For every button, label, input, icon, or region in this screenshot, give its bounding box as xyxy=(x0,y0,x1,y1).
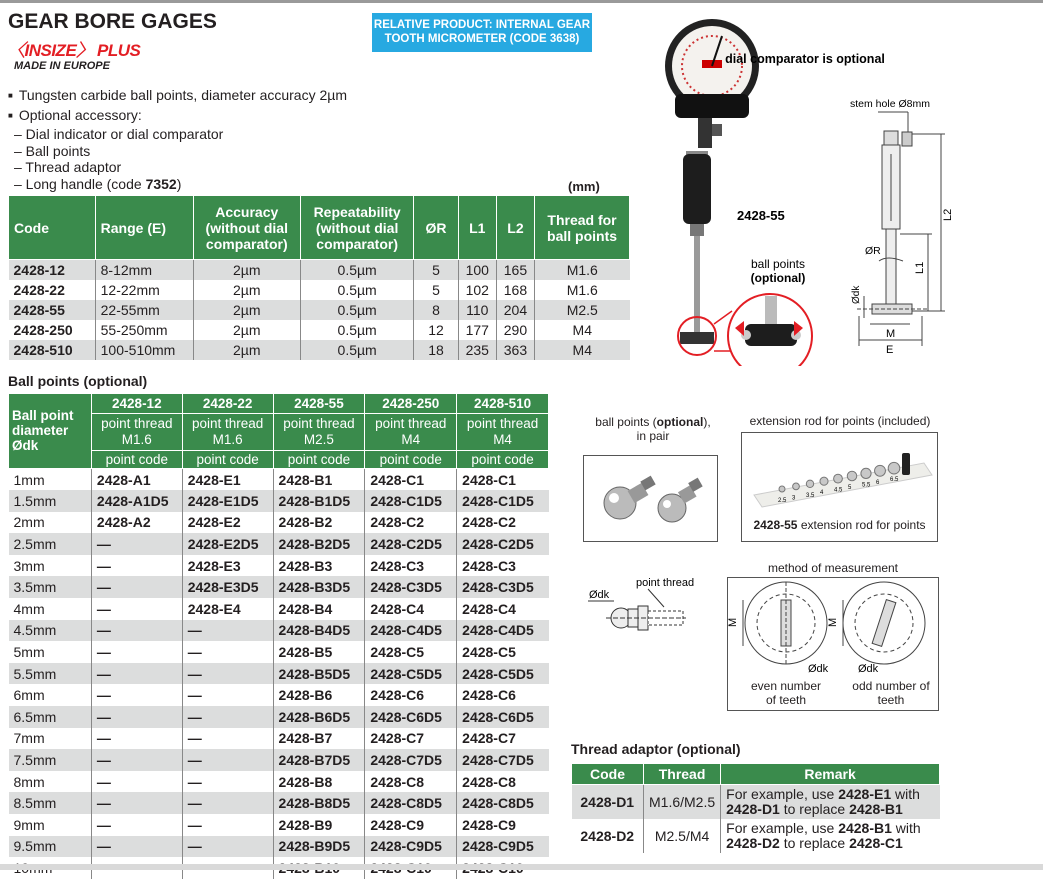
extension-rod-image xyxy=(741,432,938,542)
ball-point-row xyxy=(9,684,549,706)
diameter-cell: 7mm xyxy=(9,728,92,750)
diameter-cell: 7.5mm xyxy=(9,749,92,771)
point-code-cell: 2428-B4 xyxy=(273,598,365,620)
remark-text: to replace xyxy=(779,801,850,817)
point-code-cell: 2428-B5D5 xyxy=(273,663,365,685)
ball-point-row xyxy=(9,728,549,750)
unit-note: (mm) xyxy=(568,179,600,194)
point-code-cell: 2428-A2 xyxy=(91,512,182,534)
point-code-cell: 2428-C4D5 xyxy=(365,620,457,642)
code-header: point code xyxy=(91,451,182,469)
point-code-cell: 2428-C2D5 xyxy=(457,533,549,555)
diameter-cell: 9mm xyxy=(9,814,92,836)
page-title: GEAR BORE GAGES xyxy=(8,10,217,33)
spec-cell: 100 xyxy=(458,260,496,280)
spec-cell: 5 xyxy=(414,280,458,300)
ball-point-row xyxy=(9,576,549,598)
rod-size-label: 5.5 xyxy=(862,482,871,489)
model-header: 2428-22 xyxy=(182,394,273,414)
spec-cell: 204 xyxy=(496,300,534,320)
point-code-cell: 2428-C2 xyxy=(462,514,516,531)
pair-label-prefix: ball points ( xyxy=(595,415,657,429)
point-code-cell: — xyxy=(182,684,273,706)
even-dk-label: Ødk xyxy=(808,663,829,675)
ext-rod-caption-text: extension rod for points xyxy=(797,518,926,532)
code-header: point code xyxy=(182,451,273,469)
remark-text: For example, use xyxy=(726,820,839,836)
spec-cell: M4 xyxy=(572,321,592,338)
point-code-cell: 2428-C9D5 xyxy=(457,836,549,858)
spec-row xyxy=(9,320,630,340)
ball-point-row xyxy=(9,706,549,728)
diameter-cell: 5mm xyxy=(9,641,92,663)
spec-cell: 0.5µm xyxy=(300,340,413,360)
odd-teeth-label: odd number of teeth xyxy=(852,679,930,707)
col-header: L2 xyxy=(496,196,534,260)
ext-rod-caption-code: 2428-55 xyxy=(753,518,798,532)
spec-cell: 2µm xyxy=(193,340,300,360)
brand-logo: 〈INSIZE〉 PLUS xyxy=(8,41,141,60)
ball-point-row xyxy=(9,814,549,836)
point-code-cell: 2428-B1D5 xyxy=(273,490,365,512)
point-code-cell: — xyxy=(91,641,182,663)
ball-point-row xyxy=(9,512,549,534)
feature-list xyxy=(8,87,347,192)
rod-ball-icon xyxy=(861,468,871,478)
gear-teeth-icon xyxy=(728,578,938,678)
adaptor-row xyxy=(572,785,940,820)
pair-label-line2: in pair xyxy=(636,429,670,443)
point-code-cell: 2428-A1D5 xyxy=(91,490,182,512)
accessory-item: – Ball points xyxy=(14,142,91,159)
adaptor-remark xyxy=(721,819,940,853)
ball-point-row xyxy=(9,598,549,620)
adaptor-remark xyxy=(721,785,940,820)
rod-ball-icon xyxy=(806,480,813,487)
point-code-cell: 2428-B6 xyxy=(273,684,365,706)
adaptor-thread: M2.5/M4 xyxy=(644,819,721,853)
spec-row xyxy=(9,260,630,280)
model-header: 2428-12 xyxy=(91,394,182,414)
spec-cell: 5 xyxy=(414,260,458,280)
rod-ball-icon xyxy=(820,477,828,485)
point-code-cell: 2428-C3D5 xyxy=(365,576,457,598)
point-code-cell: 2428-C8D5 xyxy=(457,792,549,814)
long-handle-text: – Long handle (code xyxy=(14,175,146,192)
ball-point-row xyxy=(9,641,549,663)
remark-code: 2428-D1 xyxy=(726,801,780,817)
thread-header: point thread M1.6 xyxy=(182,414,273,451)
ball-point-row xyxy=(9,469,549,491)
rod-ball-icon xyxy=(834,474,843,483)
spec-cell: M2.5 xyxy=(535,300,630,320)
point-code-cell: — xyxy=(182,792,273,814)
point-code-cell: — xyxy=(182,771,273,793)
point-code-cell: — xyxy=(91,555,182,577)
point-code-cell: 2428-C3 xyxy=(462,557,516,574)
rod-ball-icon xyxy=(793,483,800,490)
point-code-cell: 2428-C1D5 xyxy=(365,490,457,512)
point-code-cell: 2428-C5D5 xyxy=(365,663,457,685)
thread-header: point thread M4 xyxy=(457,414,549,451)
point-code-cell: 2428-E3D5 xyxy=(182,576,273,598)
spec-cell: 0.5µm xyxy=(300,280,413,300)
pair-label xyxy=(578,415,728,443)
code-header: point code xyxy=(457,451,549,469)
point-code-cell: 2428-C9 xyxy=(365,814,457,836)
point-code-cell: 2428-B1 xyxy=(273,469,365,491)
col-header: Accuracy (without dial comparator) xyxy=(193,196,300,260)
col-header: Thread for ball points xyxy=(535,196,630,260)
dim-dk: Ødk xyxy=(851,285,862,304)
spec-cell: 0.5µm xyxy=(300,300,413,320)
corner-header: Ball point diameter Ødk xyxy=(9,394,92,469)
point-code-cell: — xyxy=(91,598,182,620)
bottom-border xyxy=(0,864,1043,870)
ball-points-pair-image xyxy=(583,455,718,542)
spec-cell: 22-55mm xyxy=(95,300,193,320)
ball-point-row xyxy=(9,663,549,685)
ball-points-table xyxy=(8,393,549,879)
point-code-cell: — xyxy=(91,728,182,750)
point-code-cell: 2428-E3 xyxy=(182,555,273,577)
bore-gage-illustration xyxy=(640,6,1043,366)
thread-header: point thread M2.5 xyxy=(273,414,365,451)
col-header: L1 xyxy=(458,196,496,260)
point-code-cell: 2428-C3D5 xyxy=(457,576,549,598)
col-header: Code xyxy=(9,196,96,260)
dk-label: Ødk xyxy=(589,589,610,601)
spec-cell: 12-22mm xyxy=(95,280,193,300)
rod-size-label: 6.5 xyxy=(890,477,899,484)
point-code-cell: 2428-C3 xyxy=(365,555,457,577)
adaptor-thread: M1.6/M2.5 xyxy=(644,785,721,820)
spec-cell: 2428-12 xyxy=(9,260,96,280)
point-code-cell: 2428-C5 xyxy=(462,644,516,661)
rod-ball-icon xyxy=(779,486,785,492)
ball-point-row xyxy=(9,771,549,793)
point-code-cell: — xyxy=(182,728,273,750)
model-header: 2428-55 xyxy=(273,394,365,414)
spec-cell: 363 xyxy=(496,340,534,360)
point-code-cell: 2428-C6D5 xyxy=(457,706,549,728)
rod-size-label: 3.5 xyxy=(806,492,815,499)
point-code-cell: 2428-C5 xyxy=(365,641,457,663)
even-m-label: M xyxy=(728,617,739,627)
point-code-cell: 2428-C1 xyxy=(462,471,516,488)
point-code-cell: — xyxy=(182,663,273,685)
remark-code: 2428-B1 xyxy=(838,820,892,836)
ball-point-row xyxy=(9,490,549,512)
point-code-cell: — xyxy=(182,749,273,771)
spec-cell: 168 xyxy=(496,280,534,300)
spec-cell: M4 xyxy=(535,340,630,360)
point-code-cell: 2428-C7D5 xyxy=(365,749,457,771)
rod-ball-icon xyxy=(847,471,857,481)
point-code-cell: — xyxy=(182,620,273,642)
method-title: method of measurement xyxy=(767,561,899,575)
point-code-cell: — xyxy=(91,620,182,642)
spec-cell: 55-250mm xyxy=(95,320,193,340)
spec-cell: 2428-510 xyxy=(9,340,96,360)
gage-handle-icon xyxy=(680,151,714,344)
ball-points-icon xyxy=(584,456,717,541)
point-code-cell: — xyxy=(91,576,182,598)
ball-points-optional: (optional) xyxy=(750,271,806,285)
method-image xyxy=(727,577,939,711)
remark-text: with xyxy=(891,786,920,802)
ball-point-row xyxy=(9,792,549,814)
point-code-cell: 2428-B6D5 xyxy=(273,706,365,728)
point-thread-drawing xyxy=(586,573,706,643)
col-header: Range (E) xyxy=(95,196,193,260)
ball-point-row xyxy=(9,836,549,858)
long-handle-code: 7352 xyxy=(145,175,177,192)
adaptor-col-header: Code xyxy=(572,764,644,785)
point-code-cell: 2428-E2 xyxy=(182,512,273,534)
point-code-cell: 2428-B9 xyxy=(273,814,365,836)
spec-cell: 2428-250 xyxy=(9,320,96,340)
adaptor-code: 2428-D2 xyxy=(572,819,644,853)
dim-r: ØR xyxy=(865,245,881,257)
point-code-cell: 2428-C8 xyxy=(365,771,457,793)
pair-label-suffix: ), xyxy=(703,415,711,429)
point-code-cell: 2428-E1D5 xyxy=(182,490,273,512)
odd-dk-label: Ødk xyxy=(858,663,879,675)
adaptor-code: 2428-D1 xyxy=(572,785,644,820)
ball-points-title: Ball points (optional) xyxy=(8,373,148,389)
rod-size-label: 3 xyxy=(792,495,796,502)
spec-cell: 2428-22 xyxy=(9,280,96,300)
rod-size-label: 5 xyxy=(848,485,852,491)
dial-comparator-icon xyxy=(665,19,759,148)
adaptor-col-header: Thread xyxy=(644,764,721,785)
point-code-cell: 2428-C1 xyxy=(365,469,457,491)
point-code-cell: 2428-B9D5 xyxy=(273,836,365,858)
top-border xyxy=(0,0,1043,3)
point-code-cell: 2428-B2 xyxy=(273,512,365,534)
spec-cell: 177 xyxy=(458,320,496,340)
point-code-cell: — xyxy=(182,641,273,663)
spec-table xyxy=(8,195,630,360)
spec-cell: 2µm xyxy=(193,260,300,280)
point-code-cell: — xyxy=(182,706,273,728)
diameter-cell: 6.5mm xyxy=(9,706,92,728)
odd-m-label: M xyxy=(827,617,839,627)
rod-size-label: 4 xyxy=(820,490,824,497)
feature-item: ■ Optional accessory: xyxy=(8,107,347,127)
model-header: 2428-510 xyxy=(457,394,549,414)
spec-cell: 12 xyxy=(414,320,458,340)
point-code-cell: 2428-C4 xyxy=(365,598,457,620)
point-code-cell: 2428-B7 xyxy=(273,728,365,750)
spec-cell: 0.5µm xyxy=(300,260,413,280)
accessory-item xyxy=(8,176,347,193)
ext-rod-caption xyxy=(742,518,937,532)
point-code-cell: 2428-B8 xyxy=(273,771,365,793)
spec-cell: 290 xyxy=(496,320,534,340)
point-code-cell: 2428-C8 xyxy=(462,773,516,790)
point-code-cell: 2428-C6 xyxy=(462,687,516,704)
code-header: point code xyxy=(365,451,457,469)
model-label: 2428-55 xyxy=(737,208,785,223)
diameter-cell: 2mm xyxy=(9,512,92,534)
dimension-drawing-icon xyxy=(857,112,945,346)
stem-label: stem hole Ø8mm xyxy=(850,98,930,110)
rod-size-label: 6 xyxy=(876,479,880,486)
diameter-cell: 3mm xyxy=(9,555,92,577)
diameter-cell: 1mm xyxy=(9,469,92,491)
rod-ball-icon xyxy=(888,462,900,474)
point-code-cell: — xyxy=(182,814,273,836)
ball-point-row xyxy=(9,555,549,577)
spec-cell: 2µm xyxy=(193,300,300,320)
diameter-cell: 4.5mm xyxy=(9,620,92,642)
rod-size-label: 2.5 xyxy=(778,498,787,504)
long-handle-suffix: ) xyxy=(176,175,182,192)
point-code-cell: 2428-C8D5 xyxy=(365,792,457,814)
spec-cell: 18 xyxy=(414,340,458,360)
point-code-cell: 2428-E1 xyxy=(182,469,273,491)
spec-cell: 8 xyxy=(414,300,458,320)
ball-points-label: ball points xyxy=(750,257,806,271)
code-header: point code xyxy=(273,451,365,469)
point-code-cell: — xyxy=(91,814,182,836)
dim-l2: L2 xyxy=(942,208,954,221)
diameter-cell: 2.5mm xyxy=(9,533,92,555)
diameter-cell: 8.5mm xyxy=(9,792,92,814)
extension-rod-icon xyxy=(742,433,937,513)
point-code-cell: 2428-C7 xyxy=(462,730,516,747)
spec-cell: 2µm xyxy=(193,320,300,340)
point-code-cell: 2428-B3D5 xyxy=(273,576,365,598)
rod-size-label: 4.5 xyxy=(834,487,843,494)
point-code-cell: 2428-B5 xyxy=(273,641,365,663)
point-code-cell: 2428-B2D5 xyxy=(273,533,365,555)
thread-header: point thread M4 xyxy=(365,414,457,451)
point-code-cell: 2428-E2D5 xyxy=(182,533,273,555)
point-code-cell: 2428-C2D5 xyxy=(365,533,457,555)
spec-cell: 2428-55 xyxy=(9,300,96,320)
spec-cell: 2µm xyxy=(193,280,300,300)
point-code-cell: 2428-B3 xyxy=(273,555,365,577)
remark-text: with xyxy=(891,820,921,836)
point-code-cell: 2428-C7D5 xyxy=(457,749,549,771)
point-code-cell: 2428-C6D5 xyxy=(365,706,457,728)
remark-code: 2428-E1 xyxy=(838,786,892,802)
point-code-cell: 2428-B8D5 xyxy=(273,792,365,814)
thread-adaptor-title: Thread adaptor (optional) xyxy=(571,741,741,757)
spec-cell: M1.6 xyxy=(566,281,598,298)
feature-item: ■ Tungsten carbide ball points, diameter accuracy 2µm xyxy=(8,87,347,107)
col-header: ØR xyxy=(414,196,458,260)
point-code-cell: — xyxy=(91,663,182,685)
dim-l1: L1 xyxy=(914,261,926,274)
point-code-cell: 2428-E4 xyxy=(182,598,273,620)
remark-text: For example, use xyxy=(726,786,839,802)
point-code-cell: 2428-B4D5 xyxy=(273,620,365,642)
ball-point-row xyxy=(9,533,549,555)
diameter-cell: 1.5mm xyxy=(9,490,92,512)
point-code-cell: — xyxy=(91,706,182,728)
diameter-cell: 5.5mm xyxy=(9,663,92,685)
model-header: 2428-250 xyxy=(365,394,457,414)
spec-cell: 8-12mm xyxy=(95,260,193,280)
related-product-badge[interactable]: RELATIVE PRODUCT: INTERNAL GEAR TOOTH MICROMETER (CODE 3638) xyxy=(372,13,592,52)
spec-cell: 165 xyxy=(496,260,534,280)
spec-cell: M1.6 xyxy=(535,260,630,280)
point-code-cell: — xyxy=(91,771,182,793)
spec-row xyxy=(9,280,630,300)
rod-ball-icon xyxy=(875,465,886,476)
point-code-cell: 2428-A1 xyxy=(91,469,182,491)
remark-code: 2428-C1 xyxy=(849,835,903,851)
point-thread-label: point thread xyxy=(636,577,695,589)
even-teeth-label: even number of teeth xyxy=(750,679,822,707)
ext-rod-label: extension rod for points (included) xyxy=(749,414,931,428)
diameter-cell: 4mm xyxy=(9,598,92,620)
point-code-cell: 2428-C5D5 xyxy=(457,663,549,685)
spec-cell: 102 xyxy=(458,280,496,300)
spec-row xyxy=(9,300,630,320)
point-code-cell: 2428-C9 xyxy=(462,816,516,833)
accessory-item: – Thread adaptor xyxy=(14,159,122,175)
remark-code: 2428-B1 xyxy=(849,801,903,817)
point-code-cell: — xyxy=(91,533,182,555)
ball-point-row xyxy=(9,620,549,642)
diameter-cell: 6mm xyxy=(9,684,92,706)
point-code-cell: 2428-C9D5 xyxy=(365,836,457,858)
spec-row xyxy=(9,340,630,360)
spec-cell: 110 xyxy=(458,300,496,320)
point-code-cell: 2428-B7D5 xyxy=(273,749,365,771)
point-code-cell: 2428-C4 xyxy=(462,600,516,617)
remark-code: 2428-D2 xyxy=(726,835,780,851)
spec-cell: 100-510mm xyxy=(95,340,193,360)
ball-point-row xyxy=(9,749,549,771)
point-code-cell: — xyxy=(182,836,273,858)
adaptor-col-header: Remark xyxy=(721,764,940,785)
dim-e: E xyxy=(886,344,894,356)
thread-adaptor-table xyxy=(571,763,940,853)
dim-m: M xyxy=(886,328,896,340)
diameter-cell: 9.5mm xyxy=(9,836,92,858)
pair-label-bold: optional xyxy=(656,415,704,429)
diameter-cell: 8mm xyxy=(9,771,92,793)
made-in-label: MADE IN EUROPE xyxy=(14,60,110,72)
point-code-cell: 2428-C6 xyxy=(365,684,457,706)
accessory-item: – Dial indicator or dial comparator xyxy=(14,126,224,142)
point-code-cell: — xyxy=(91,792,182,814)
thread-header: point thread M1.6 xyxy=(91,414,182,451)
point-code-cell: 2428-C2 xyxy=(365,512,457,534)
adaptor-row xyxy=(572,819,940,853)
point-code-cell: — xyxy=(91,836,182,858)
dial-note: dial comparator is optional xyxy=(725,52,885,66)
point-code-cell: 2428-C1D5 xyxy=(457,490,549,512)
col-header: Repeatability (without dial comparator) xyxy=(300,196,413,260)
spec-cell: 235 xyxy=(458,340,496,360)
point-code-cell: 2428-C7 xyxy=(365,728,457,750)
point-code-cell: — xyxy=(91,684,182,706)
point-code-cell: 2428-C4D5 xyxy=(457,620,549,642)
remark-text: to replace xyxy=(779,835,850,851)
spec-cell: 0.5µm xyxy=(300,320,413,340)
diameter-cell: 3.5mm xyxy=(9,576,92,598)
point-code-cell: — xyxy=(91,749,182,771)
